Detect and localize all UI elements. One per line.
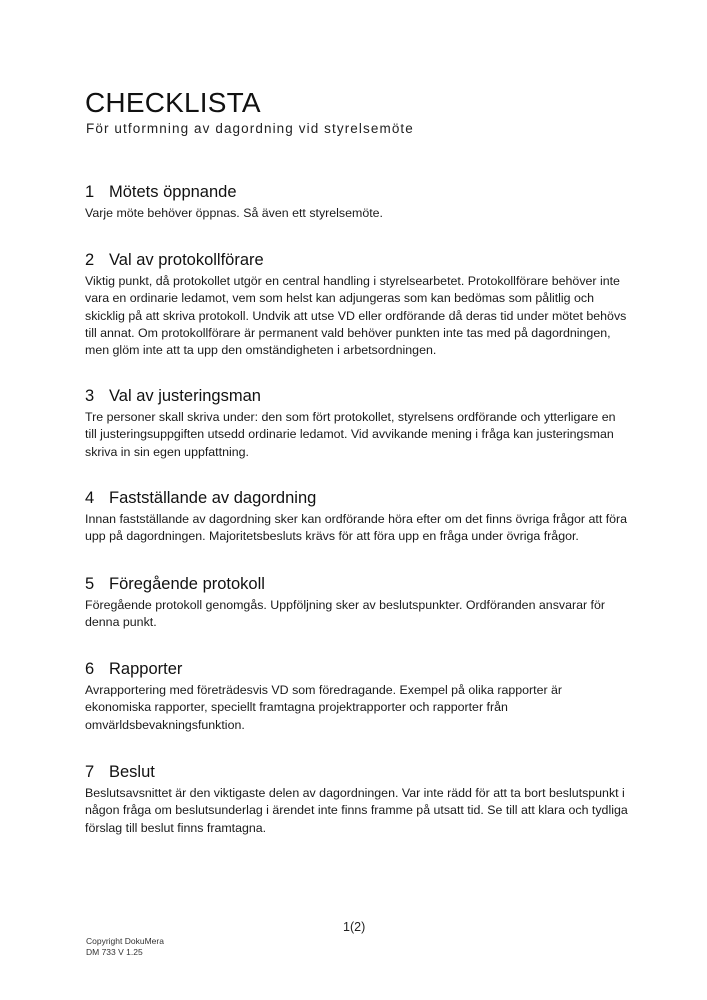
section-number: 2 — [85, 251, 95, 269]
document-title: CHECKLISTA — [85, 87, 261, 118]
section-7 — [85, 761, 645, 837]
section-heading — [85, 385, 645, 407]
section-title: Fastställande av dagordning — [109, 489, 317, 507]
document-subtitle: För utformning av dagordning vid styrelsemöte — [86, 121, 414, 136]
section-heading — [85, 249, 645, 271]
section-3 — [85, 385, 645, 461]
footer — [86, 936, 164, 958]
footer-doc-id: DM 733 V 1.25 — [86, 947, 143, 957]
section-body: Innan fastställande av dagordning sker kan ordförande höra efter om det finns övriga frågor att föra upp på dagordningen. Majoritetsbesluts krävs för att föra upp en fråga under övriga frågor. — [85, 512, 628, 544]
section-heading — [85, 181, 645, 203]
section-number: 4 — [85, 489, 95, 507]
section-1 — [85, 181, 645, 222]
section-body: Tre personer skall skriva under: den som fört protokollet, styrelsens ordförande och ytterligare en till justeringsuppgiften utsedd ordinarie ledamot. Vid avvikande mening i fråga kan justeringsman skriva in sin egen uppfattning. — [85, 410, 616, 459]
section-title: Val av protokollförare — [109, 251, 264, 269]
section-heading — [85, 761, 645, 783]
section-title: Mötets öppnande — [109, 183, 237, 201]
section-number: 7 — [85, 763, 95, 781]
section-title: Föregående protokoll — [109, 575, 265, 593]
section-body: Beslutsavsnittet är den viktigaste delen av dagordningen. Var inte rädd för att ta bort beslutspunkt i någon fråga om beslutsunderlag i ärendet inte finns framme på utsatt tid. Se till att klara och tydliga förslag till beslut finns framtagna. — [85, 786, 628, 835]
section-6 — [85, 658, 645, 734]
section-number: 6 — [85, 660, 95, 678]
page-number: 1(2) — [343, 920, 366, 934]
section-5 — [85, 573, 645, 632]
footer-copyright: Copyright DokuMera — [86, 936, 164, 946]
section-2 — [85, 249, 645, 359]
section-body: Föregående protokoll genomgås. Uppföljning sker av beslutspunkter. Ordföranden ansvarar för denna punkt. — [85, 598, 606, 630]
section-4 — [85, 487, 645, 546]
section-body: Viktig punkt, då protokollet utgör en central handling i styrelsearbetet. Protokollförare behöver inte vara en ordinarie ledamot, vem som helst kan adjungeras som kan bedömas som pålitlig och skicklig på att skriva protokoll. Undvik att utse VD eller ordförande då deras tid under mötet behövs till annat. Om protokollförare är permanent vald behöver punkten inte tas med på dagordningen, men glöm inte att ta upp den omständigheten i arbetsordningen. — [85, 274, 627, 358]
section-body: Avrapportering med företrädesvis VD som föredragande. Exempel på olika rapporter är ekonomiska rapporter, speciellt framtagna projektrapporter och rapporter från omvärldsbevakningsfunktion. — [85, 683, 563, 732]
section-number: 1 — [85, 183, 95, 201]
section-title: Val av justeringsman — [109, 387, 261, 405]
section-number: 3 — [85, 387, 95, 405]
section-body: Varje möte behöver öppnas. Så även ett styrelsemöte. — [85, 206, 383, 220]
section-title: Rapporter — [109, 660, 183, 678]
section-number: 5 — [85, 575, 95, 593]
section-heading — [85, 573, 645, 595]
section-heading — [85, 658, 645, 680]
section-title: Beslut — [109, 763, 155, 781]
section-heading — [85, 487, 645, 509]
